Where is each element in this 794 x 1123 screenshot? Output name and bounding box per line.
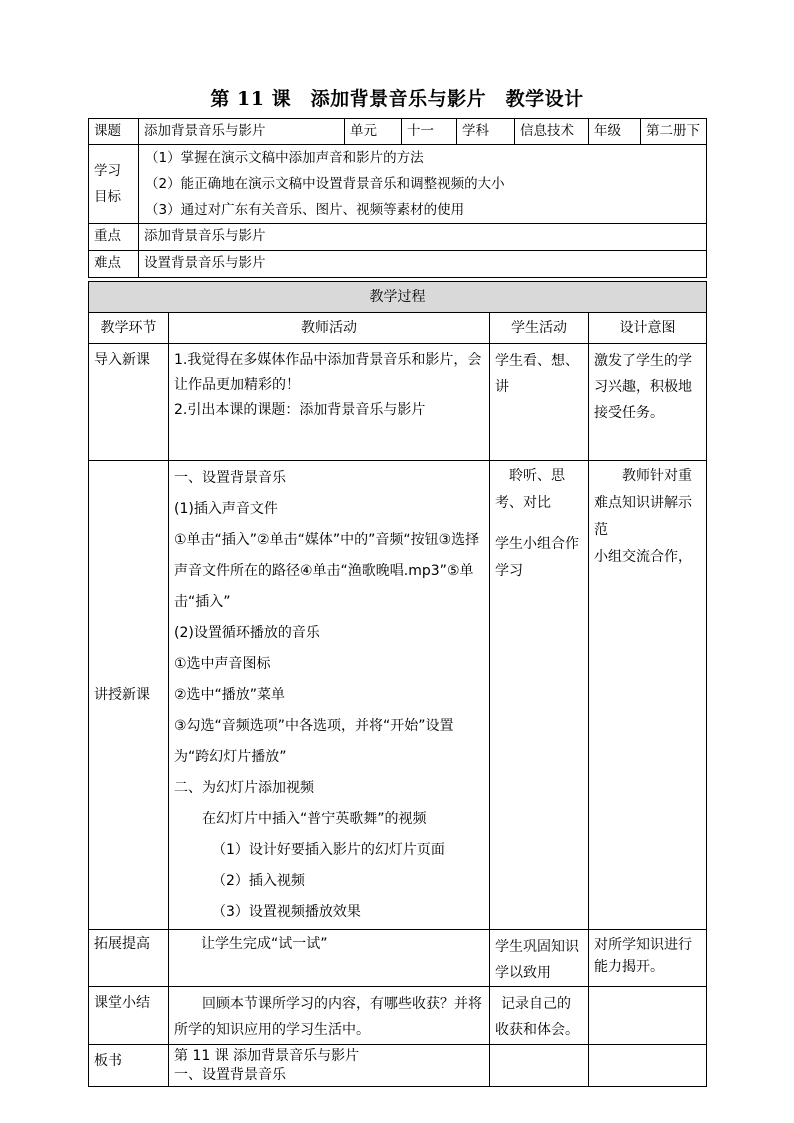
objective-item: （2）能正确地在演示文稿中设置背景音乐和调整视频的大小 [145, 176, 505, 192]
teach-intent-line: 小组交流合作， [594, 549, 692, 565]
intro-teacher-line: 2.引出本课的课题：添加背景音乐与影片 [174, 402, 426, 418]
difficulty-value: 设置背景音乐与影片 [139, 251, 707, 278]
teach-line: ②选中“播放”菜单 [174, 687, 286, 703]
teach-line: 二、为幻灯片添加视频 [174, 780, 314, 796]
teach-line: (2)设置循环播放的音乐 [174, 625, 320, 641]
summary-intent [589, 987, 707, 1045]
intro-stage: 导入新课 [89, 344, 169, 461]
extend-stage: 拓展提高 [89, 930, 169, 987]
subject-label: 学科 [457, 119, 515, 145]
header-student: 学生活动 [490, 313, 589, 344]
objective-item: （1）掌握在演示文稿中添加声音和影片的方法 [145, 150, 424, 166]
teach-line: ①选中声音图标 [174, 656, 271, 672]
unit-label: 单元 [345, 119, 402, 145]
teach-line: （3）设置视频播放效果 [212, 904, 361, 920]
header-teacher: 教师活动 [169, 313, 490, 344]
board-stage: 板书 [89, 1045, 169, 1087]
teach-line: (1)插入声音文件 [174, 501, 278, 517]
difficulty-label: 难点 [89, 251, 139, 278]
board-intent [589, 1045, 707, 1087]
board-line: 第 11 课 添加背景音乐与影片 [174, 1048, 360, 1064]
extend-teacher: 让学生完成“试一试” [169, 930, 490, 987]
summary-student: 记录自己的收获和体会。 [490, 987, 589, 1045]
topic-label: 课题 [89, 119, 139, 145]
board-student [490, 1045, 589, 1087]
teach-student-line: 聆听、思考、对比 [495, 468, 565, 511]
key-label: 重点 [89, 224, 139, 251]
board-line: 一、设置背景音乐 [174, 1067, 286, 1083]
extend-intent: 对所学知识进行能力揭开。 [589, 930, 707, 987]
teach-student-line: 学生小组合作学习 [495, 536, 579, 579]
lesson-info-table [88, 118, 707, 278]
subject-value: 信息技术 [515, 119, 589, 145]
intro-intent: 激发了学生的学习兴趣，积极地接受任务。 [589, 344, 707, 461]
key-value: 添加背景音乐与影片 [139, 224, 707, 251]
extend-student: 学生巩固知识学以致用 [490, 930, 589, 987]
summary-teacher: 回顾本节课所学习的内容，有哪些收获？并将所学的知识应用的学习生活中。 [169, 987, 490, 1045]
teach-line: （2）插入视频 [212, 873, 305, 889]
header-intent: 设计意图 [589, 313, 707, 344]
topic-value: 添加背景音乐与影片 [139, 119, 345, 145]
grade-label: 年级 [589, 119, 641, 145]
page-title: 第 11 课 添加背景音乐与影片 教学设计 [210, 88, 584, 110]
objectives-label: 学习目标 [89, 145, 139, 224]
intro-teacher-line: 1.我觉得在多媒体作品中添加背景音乐和影片，会让作品更加精彩的！ [174, 352, 482, 393]
summary-stage: 课堂小结 [89, 987, 169, 1045]
teach-intent-line: 教师针对重难点知识讲解示范 [594, 468, 692, 538]
objective-item: （3）通过对广东有关音乐、图片、视频等素材的使用 [145, 202, 465, 218]
intro-student: 学生看、想、讲 [490, 344, 589, 461]
teach-line: 一、设置背景音乐 [174, 470, 286, 486]
process-table [88, 281, 707, 1087]
teach-line: （1）设计好要插入影片的幻灯片页面 [212, 842, 445, 858]
teach-line: ③勾选“音频选项”中各选项，并将“开始”设置为“跨幻灯片播放” [174, 718, 454, 765]
process-banner: 教学过程 [89, 282, 707, 313]
teach-line: ①单击“插入”②单击“媒体”中的”音频“按钮③选择声音文件所在的路径④单击“渔歌晚唱.mp3”⑤单击“插入” [174, 532, 480, 610]
teach-stage: 讲授新课 [89, 461, 169, 930]
teach-line: 在幻灯片中插入“普宁英歌舞”的视频 [202, 811, 427, 827]
grade-value: 第二册下 [641, 119, 707, 145]
header-stage: 教学环节 [89, 313, 169, 344]
unit-value: 十一 [402, 119, 457, 145]
